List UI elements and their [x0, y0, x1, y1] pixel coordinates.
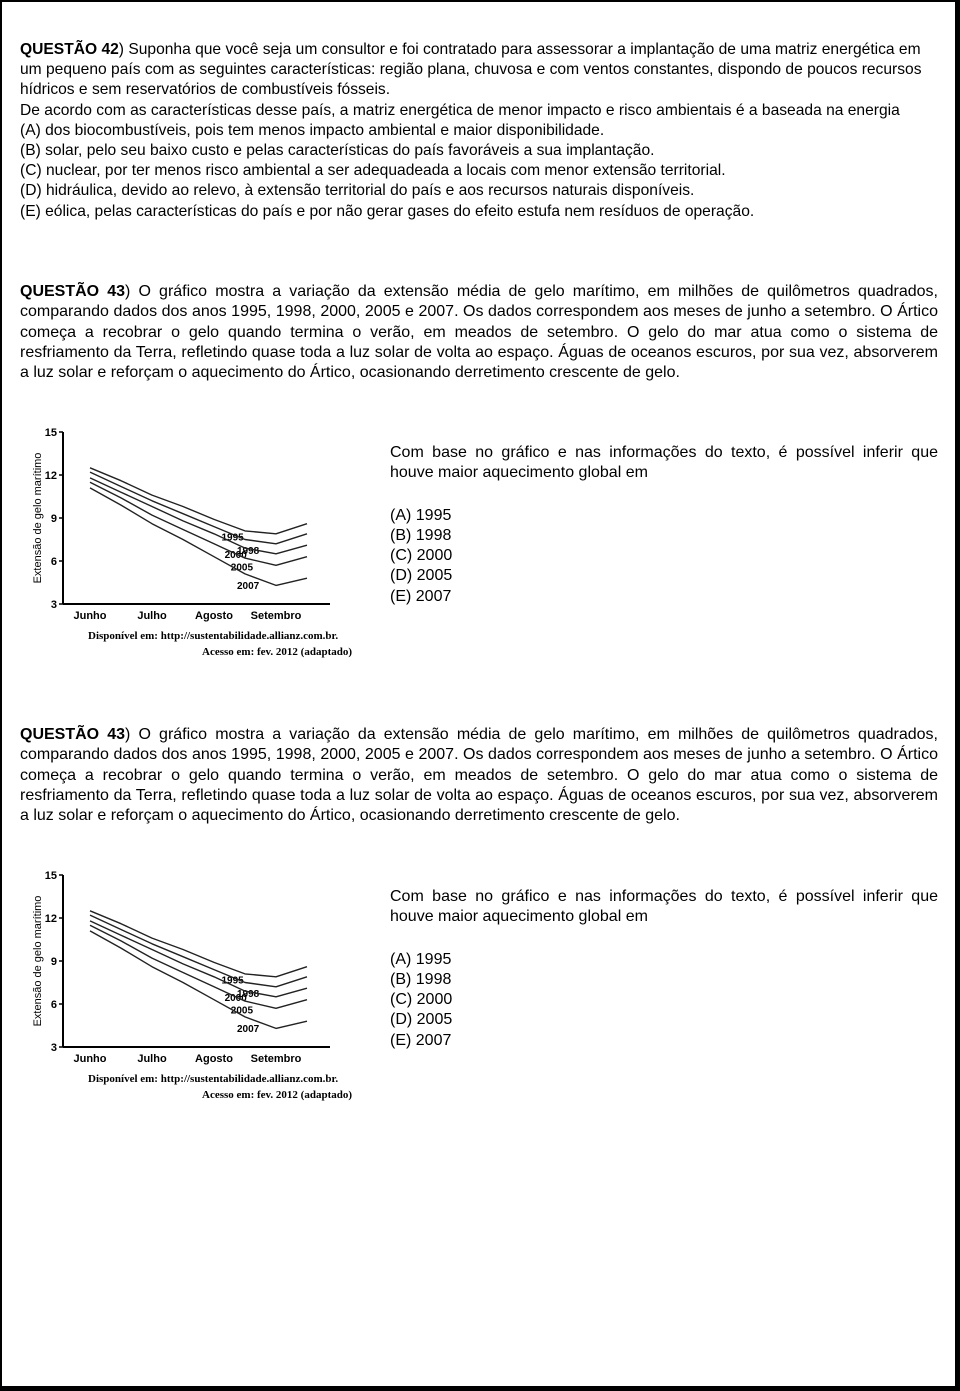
question-43-text-1: QUESTÃO 43) O gráfico mostra a variação da extensão média de gelo marítimo, em milhões de quilômetros quadrados, comparando dados dos anos 1995, 1998, 2000, 2005 e 2007. Os dados correspondem aos meses de junho a setembro. O Ártico começa a recobrar o gelo quando termina o verão, em meados de setembro. O gelo do mar atua como o sistema de resfriamento da Terra, refletindo quase toda a luz solar de volta ao espaço. Águas de oceanos escuros, por sua vez, absorverem a luz solar e reforçam o aquecimento do Ártico, ocasionando derretimento crescente de gelo.	[20, 283, 939, 382]
y-tick-label: 9	[50, 956, 57, 968]
y-tick-label: 12	[44, 470, 57, 482]
source-text: Disponível em: http://sustentabilidade.allianz.com.br.	[88, 630, 339, 642]
q43-option-d: (D) 2005	[390, 1011, 453, 1029]
series-label: 1995	[221, 975, 244, 987]
series-label: 2005	[230, 562, 254, 574]
series-line-1995	[90, 468, 307, 534]
x-category-label: Setembro	[250, 610, 302, 622]
q43-lead: Com base no gráfico e nas informações do texto, é possível inferir que houve maior aquecimento global em	[390, 444, 938, 482]
q43-option-b: (B) 1998	[390, 526, 452, 544]
y-tick-label: 9	[50, 513, 57, 525]
q43-option-e: (E) 2007	[390, 1031, 452, 1049]
x-category-label: Junho	[73, 610, 107, 622]
question-43-answers-1	[390, 443, 938, 607]
q43-option-c: (C) 2000	[390, 991, 453, 1009]
y-tick-label: 12	[44, 913, 57, 925]
q43-lead: Com base no gráfico e nas informações do texto, é possível inferir que houve maior aquecimento global em	[390, 888, 938, 926]
series-label: 1998	[236, 988, 260, 1000]
series-line-2000	[90, 478, 307, 554]
y-tick-label: 6	[50, 556, 57, 568]
q42-label: QUESTÃO 42	[20, 41, 119, 58]
series-label: 1995	[221, 532, 244, 544]
q42-option-b: (B) solar, pelo seu baixo custo e pelas características do país favoráveis a sua implantação.	[20, 142, 655, 160]
q42-option-a: (A) dos biocombustíveis, pois tem menos impacto ambiental e maior disponibilidade.	[20, 121, 605, 139]
q43-option-d: (D) 2005	[390, 567, 453, 585]
series-label: 2007	[236, 581, 260, 593]
question-42	[20, 40, 938, 222]
source-text: Disponível em: http://sustentabilidade.allianz.com.br.	[88, 1073, 339, 1085]
x-category-label: Agosto	[195, 610, 233, 622]
y-tick-label: 15	[44, 870, 57, 882]
access-date-text: Acesso em: fev. 2012 (adaptado)	[202, 1089, 353, 1101]
x-category-label: Agosto	[195, 1053, 233, 1065]
series-label: 2000	[224, 549, 247, 561]
x-category-label: Setembro	[250, 1053, 302, 1065]
q43-option-a: (A) 1995	[390, 950, 452, 968]
x-category-label: Junho	[73, 1053, 107, 1065]
q43-label: QUESTÃO 43	[20, 283, 126, 300]
y-axis-label: Extensão de gelo marítimo	[32, 895, 44, 1027]
series-line-1995	[90, 911, 307, 977]
series-line-2000	[90, 921, 307, 997]
y-tick-label: 3	[50, 1042, 57, 1054]
q43-option-c: (C) 2000	[390, 547, 453, 565]
y-axis-label: Extensão de gelo marítimo	[32, 452, 44, 584]
x-category-label: Julho	[137, 1053, 167, 1065]
q43-option-b: (B) 1998	[390, 970, 452, 988]
sea-ice-chart-2	[30, 868, 370, 1108]
access-date-text: Acesso em: fev. 2012 (adaptado)	[202, 646, 353, 658]
y-tick-label: 15	[44, 427, 57, 439]
q43-option-a: (A) 1995	[390, 506, 452, 524]
q42-option-e: (E) eólica, pelas características do país e por não gerar gases do efeito estufa nem resíduos de operação.	[20, 202, 755, 220]
series-label: 2005	[230, 1005, 254, 1017]
sea-ice-chart-1	[30, 425, 370, 665]
x-category-label: Julho	[137, 610, 167, 622]
series-label: 1998	[236, 545, 260, 557]
chart-svg	[30, 868, 370, 1108]
q42-intro: QUESTÃO 42) Suponha que você seja um consultor e foi contratado para assessorar a implantação de uma matriz energética em um pequeno país com as seguintes características: região plana, chuvosa e com ventos constantes, dispondo de poucos recursos hídricos e sem reservatórios de combustíveis fósseis.	[20, 41, 922, 99]
question-43-answers-2	[390, 887, 938, 1051]
chart-svg	[30, 425, 370, 665]
q42-option-c: (C) nuclear, por ter menos risco ambiental a ser adequadeada a locais com menor extensão territorial.	[20, 162, 726, 180]
series-label: 2007	[236, 1024, 260, 1036]
y-tick-label: 6	[50, 999, 57, 1011]
q43-label: QUESTÃO 43	[20, 726, 126, 743]
q43-option-e: (E) 2007	[390, 587, 452, 605]
series-label: 2000	[224, 992, 247, 1004]
question-43-text-2: QUESTÃO 43) O gráfico mostra a variação da extensão média de gelo marítimo, em milhões de quilômetros quadrados, comparando dados dos anos 1995, 1998, 2000, 2005 e 2007. Os dados correspondem aos meses de junho a setembro. O Ártico começa a recobrar o gelo quando termina o verão, em meados de setembro. O gelo do mar atua como o sistema de resfriamento da Terra, refletindo quase toda a luz solar de volta ao espaço. Águas de oceanos escuros, por sua vez, absorverem a luz solar e reforçam o aquecimento do Ártico, ocasionando derretimento crescente de gelo.	[20, 726, 939, 825]
q42-option-d: (D) hidráulica, devido ao relevo, à extensão territorial do país e aos recursos naturais disponíveis.	[20, 182, 695, 200]
y-tick-label: 3	[50, 599, 57, 611]
q42-question: De acordo com as características desse país, a matriz energética de menor impacto e risco ambientais é a baseada na energia	[20, 101, 900, 119]
